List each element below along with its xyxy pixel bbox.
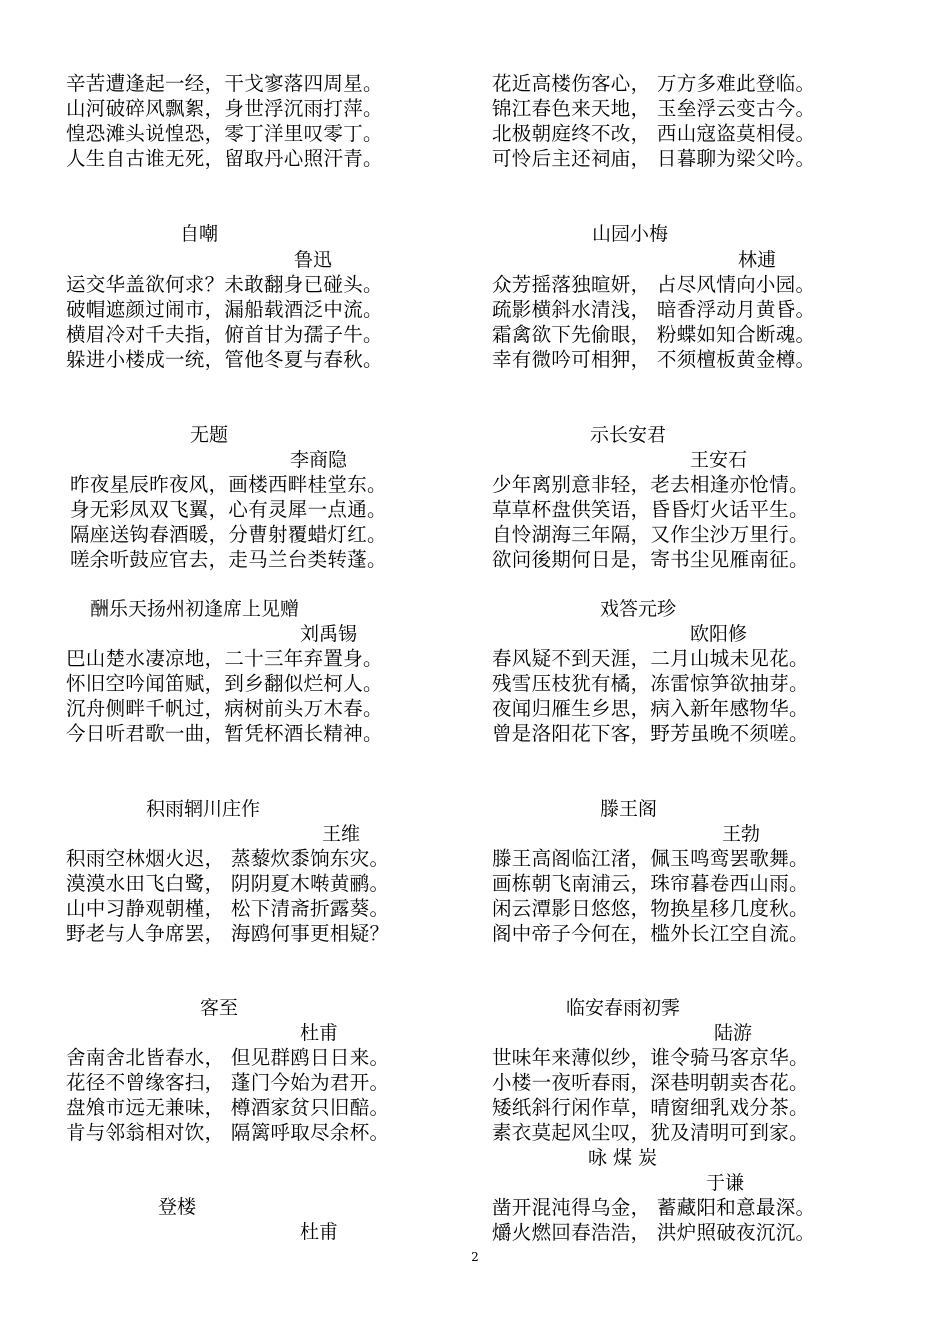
poem-title: 戏答元珍 <box>600 598 677 620</box>
poem-line: 众芳摇落独暄妍， 占尽风情向小园。 <box>492 273 816 296</box>
poem-line: 肯与邻翁相对饮， 隔篱呼取尽余杯。 <box>66 1121 390 1144</box>
poem-line: 隔座送钩春酒暖，分曹射覆蜡灯红。 <box>70 523 387 546</box>
poem-line: 爝火燃回春浩浩， 洪炉照破夜沉沉。 <box>492 1221 816 1244</box>
poem-author: 于谦 <box>706 1172 745 1194</box>
poem-line: 今日听君歌一曲，暂凭杯酒长精神。 <box>66 722 383 745</box>
poem-author: 王维 <box>322 823 361 845</box>
poem-line: 身无彩凤双飞翼，心有灵犀一点通。 <box>70 498 387 521</box>
poem-title: 咏 煤 炭 <box>588 1147 658 1169</box>
poem-line: 少年离别意非轻，老去相逢亦怆情。 <box>492 473 809 496</box>
poem-title: 滕王阁 <box>600 798 658 820</box>
poem-line: 辛苦遭逢起一经，干戈寥落四周星。 <box>66 72 383 95</box>
poem-line: 躲进小楼成一统，管他冬夏与春秋。 <box>66 348 383 371</box>
poem-line: 花近高楼伤客心， 万方多难此登临。 <box>492 72 816 95</box>
poem-line: 世味年来薄似纱，谁令骑马客京华。 <box>492 1046 809 1069</box>
poem-line: 花径不曾缘客扫， 蓬门今始为君开。 <box>66 1071 390 1094</box>
poem-line: 画栋朝飞南浦云，珠帘暮卷西山雨。 <box>492 872 809 895</box>
poem-line: 幸有微吟可相狎， 不须檀板黄金樽。 <box>492 348 816 371</box>
poem-line: 可怜后主还祠庙， 日暮聊为梁父吟。 <box>492 147 816 170</box>
poem-author: 陆游 <box>714 1022 753 1044</box>
poem-line: 曾是洛阳花下客，野芳虽晚不须嗟。 <box>492 722 809 745</box>
poem-line: 北极朝庭终不改， 西山寇盗莫相侵。 <box>492 122 816 145</box>
poem-line: 闲云潭影日悠悠，物换星移几度秋。 <box>492 897 809 920</box>
poem-line: 昨夜星辰昨夜风，画楼西畔桂堂东。 <box>70 473 387 496</box>
poem-author: 杜甫 <box>300 1022 339 1044</box>
page-number: 2 <box>471 1250 479 1264</box>
poem-title: 山园小梅 <box>592 223 669 245</box>
poem-line: 欲问後期何日是，寄书尘见雁南征。 <box>492 548 809 571</box>
poem-line: 霜禽欲下先偷眼， 粉蝶如知合断魂。 <box>492 323 816 346</box>
poem-line: 舍南舍北皆春水， 但见群鸥日日来。 <box>66 1046 390 1069</box>
poem-line: 凿开混沌得乌金， 蓄藏阳和意最深。 <box>492 1196 816 1219</box>
poem-author: 欧阳修 <box>690 623 748 645</box>
poem-title: 酬乐天扬州初逢席上见赠 <box>90 598 300 620</box>
poem-title: 临安春雨初霁 <box>566 997 681 1019</box>
poem-author: 刘禹锡 <box>300 623 358 645</box>
poem-line: 疏影横斜水清浅， 暗香浮动月黄昏。 <box>492 298 816 321</box>
poem-line: 小楼一夜听春雨，深巷明朝卖杏花。 <box>492 1071 809 1094</box>
poem-title: 积雨辋川庄作 <box>146 798 261 820</box>
poem-line: 人生自古谁无死，留取丹心照汗青。 <box>66 147 383 170</box>
poem-title: 示长安君 <box>590 424 667 446</box>
poem-line: 自怜湖海三年隔，又作尘沙万里行。 <box>492 523 809 546</box>
poem-line: 漠漠水田飞白鹭， 阴阴夏木啭黄鹂。 <box>66 872 390 895</box>
poem-line: 素衣莫起风尘叹，犹及清明可到家。 <box>492 1121 809 1144</box>
poem-title: 登楼 <box>158 1196 197 1218</box>
poem-line: 横眉冷对千夫指，俯首甘为孺子牛。 <box>66 323 383 346</box>
poem-line: 山河破碎风飘絮，身世浮沉雨打萍。 <box>66 97 383 120</box>
poem-author: 王勃 <box>722 823 761 845</box>
poem-line: 矮纸斜行闲作草，晴窗细乳戏分茶。 <box>492 1096 809 1119</box>
poem-line: 草草杯盘供笑语，昏昏灯火话平生。 <box>492 498 809 521</box>
poem-line: 残雪压枝犹有橘，冻雷惊笋欲抽芽。 <box>492 672 809 695</box>
poem-line: 惶恐滩头说惶恐，零丁洋里叹零丁。 <box>66 122 383 145</box>
poem-author: 杜甫 <box>300 1221 339 1243</box>
poem-line: 山中习静观朝槿， 松下清斋折露葵。 <box>66 897 390 920</box>
poem-line: 锦江春色来天地， 玉垒浮云变古今。 <box>492 97 816 120</box>
poem-title: 客至 <box>200 997 239 1019</box>
poem-line: 沉舟侧畔千帆过，病树前头万木春。 <box>66 697 383 720</box>
poem-line: 阁中帝子今何在，槛外长江空自流。 <box>492 922 809 945</box>
poem-title: 自嘲 <box>180 223 219 245</box>
poem-line: 滕王高阁临江渚，佩玉鸣鸾罢歌舞。 <box>492 847 809 870</box>
poem-line: 嗟余听鼓应官去，走马兰台类转蓬。 <box>70 548 387 571</box>
poem-line: 破帽遮颜过闹市，漏船载酒泛中流。 <box>66 298 383 321</box>
poem-author: 王安石 <box>690 449 748 471</box>
poem-author: 李商隐 <box>290 449 348 471</box>
poem-title: 无题 <box>190 424 229 446</box>
poem-line: 巴山楚水凄凉地，二十三年弃置身。 <box>66 647 383 670</box>
poem-line: 夜闻归雁生乡思，病入新年感物华。 <box>492 697 809 720</box>
poem-line: 盘飧市远无兼味， 樽酒家贫只旧醅。 <box>66 1096 390 1119</box>
poem-line: 怀旧空吟闻笛赋，到乡翻似烂柯人。 <box>66 672 383 695</box>
poem-line: 积雨空林烟火迟， 蒸藜炊黍饷东灾。 <box>66 847 390 870</box>
poem-author: 林逋 <box>738 249 777 271</box>
poem-line: 运交华盖欲何求？未敢翻身已碰头。 <box>66 273 383 296</box>
poem-line: 春风疑不到天涯，二月山城未见花。 <box>492 647 809 670</box>
poem-line: 野老与人争席罢， 海鸥何事更相疑？ <box>66 922 390 945</box>
poem-author: 鲁迅 <box>294 249 333 271</box>
